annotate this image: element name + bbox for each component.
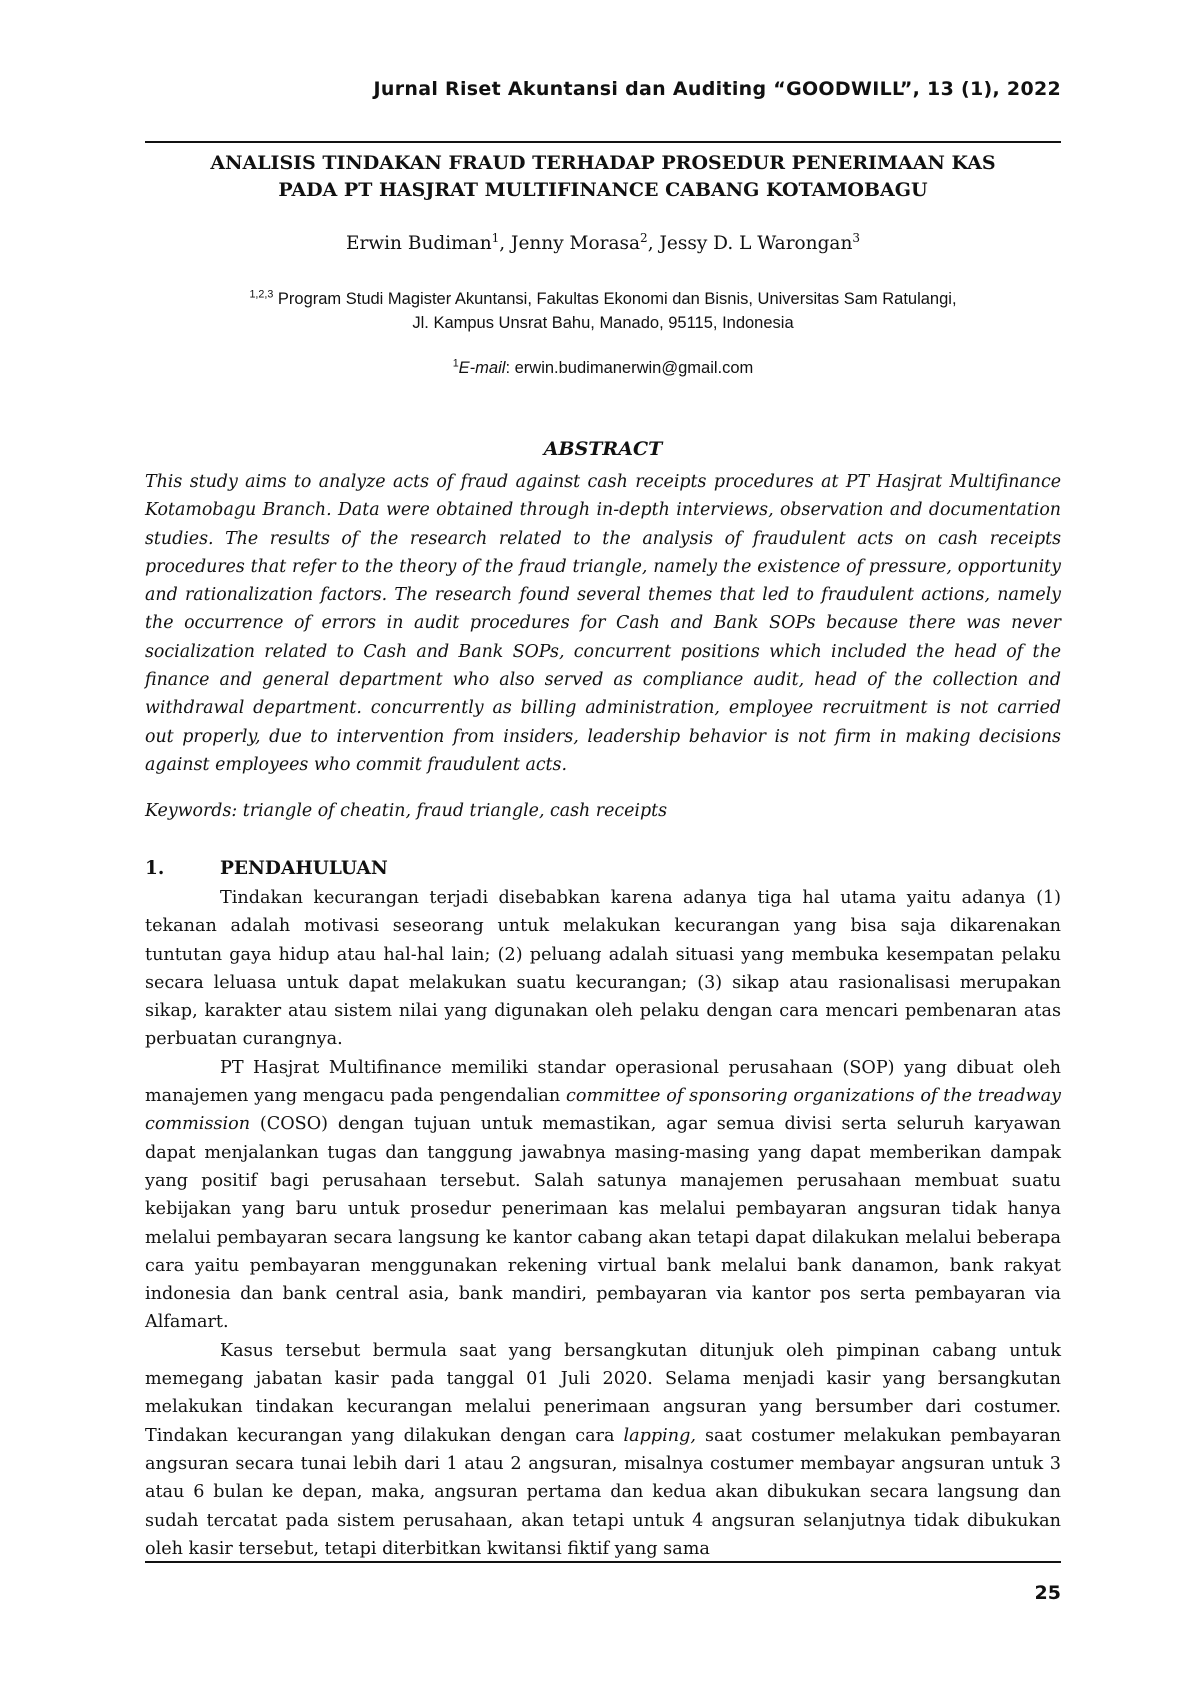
- section-body: [145, 884, 1061, 1563]
- paragraph-2-start: PT Hasjrat Multifinance memiliki standar operasional perusahaan (SOP) yang dibuat oleh manajemen yang mengacu pada pengendalian: [145, 1057, 1061, 1107]
- section-number: 1.: [145, 858, 165, 879]
- affiliation-sup: 1,2,3: [249, 288, 274, 301]
- author-1-name: Erwin Budiman: [345, 233, 492, 254]
- affiliation-line-2: Jl. Kampus Unsrat Bahu, Manado, 95115, Indonesia: [412, 314, 794, 332]
- author-2-name: Jenny Morasa: [511, 233, 641, 254]
- paragraph-2-italic: committee of sponsoring organizations of the treadway commission: [145, 1086, 1061, 1135]
- footer-divider: [145, 1561, 1061, 1563]
- paragraph-3-italic: lapping,: [623, 1425, 696, 1446]
- email-sup: 1: [452, 357, 459, 370]
- abstract-text: This study aims to analyze acts of fraud against cash receipts procedures at PT Hasjrat Multifinance Kotamobagu Branch. Data were obtained through in-depth interviews, observation and documentation studies. The results of the research related to the analysis of fraudulent acts on cash receipts procedures that refer to the theory of the fraud triangle, namely the existence of pressure, opportunity and rationalization factors. The research found several themes that led to fraudulent actions, namely the occurrence of errors in audit procedures for Cash and Bank SOPs because there was never socialization related to Cash and Bank SOPs, concurrent positions which included the head of the finance and general department who also served as compliance audit, head of the collection and withdrawal department. concurrently as billing administration, employee recruitment is not carried out properly, due to intervention from insiders, leadership behavior is not firm in making decisions against employees who commit fraudulent acts.: [145, 472, 1061, 775]
- paragraph-2-end: (COSO) dengan tujuan untuk memastikan, agar semua divisi serta seluruh karyawan dapat menjalankan tugas dan tanggung jawabnya masing-masing yang dapat memberikan dampak yang positif bagi perusahaan tersebut. Salah satunya manajemen perusahaan membuat suatu kebijakan yang baru untuk prosedur penerimaan kas melalui pembayaran angsuran tidak hanya melalui pembayaran secara langsung ke kantor cabang akan tetapi dapat dilakukan melalui beberapa cara yaitu pembayaran menggunakan rekening virtual bank melalui bank danamon, bank rakyat indonesia dan bank central asia, bank mandiri, pembayaran via kantor pos serta pembayaran via Alfamart.: [145, 1114, 1061, 1333]
- email-label: E-mail: [458, 359, 506, 377]
- author-3-name: Jessy D. L Warongan: [659, 233, 853, 254]
- author-3-sup: 3: [852, 230, 861, 245]
- author-list: Erwin Budiman$^1$, Jenny Morasa$^2$, Jessy D. L Warongan$^3$: [345, 230, 861, 254]
- author-2-sup: 2: [640, 230, 648, 245]
- email-address[interactable]: erwin.budimanerwin@gmail.com: [514, 359, 754, 377]
- keywords: Keywords: triangle of cheatin, fraud triangle, cash receipts: [145, 801, 667, 821]
- paragraph-3-start: Kasus tersebut bermula saat yang bersangkutan ditunjuk oleh pimpinan cabang untuk memegang jabatan kasir pada tanggal 01 Juli 2020. Selama menjadi kasir yang bersangkutan melakukan tindakan kecurangan melalui penerimaan angsuran yang bersumber dari costumer. Tindakan kecurangan yang dilakukan dengan cara: [145, 1340, 1061, 1446]
- title-line-2: PADA PT HASJRAT MULTIFINANCE CABANG KOTAMOBAGU: [278, 179, 928, 201]
- page-number: 25: [1034, 1582, 1061, 1604]
- affiliation-line-1: Program Studi Magister Akuntansi, Fakultas Ekonomi dan Bisnis, Universitas Sam Ratulangi,: [277, 290, 957, 308]
- journal-running-header: Jurnal Riset Akuntansi dan Auditing “GOODWILL”, 13 (1), 2022: [373, 78, 1061, 100]
- title-line-1: ANALISIS TINDAKAN FRAUD TERHADAP PROSEDUR PENERIMAAN KAS: [210, 152, 996, 174]
- contact-email: $^1$E-mail: erwin.budimanerwin@gmail.com: [452, 357, 754, 377]
- header-divider: [145, 141, 1061, 143]
- paragraph-2: [145, 1054, 1061, 1337]
- article-title: [145, 150, 1061, 204]
- paragraph-3-end: saat costumer melakukan pembayaran angsuran secara tunai lebih dari 1 atau 2 angsuran, misalnya costumer membayar angsuran untuk 3 atau 6 bulan ke depan, maka, angsuran pertama dan kedua akan dibukukan secara langsung dan sudah tercatat pada sistem perusahaan, akan tetapi untuk 4 angsuran selanjutnya tidak dibukukan oleh kasir tersebut, tetapi diterbitkan kwitansi fiktif yang sama: [145, 1425, 1061, 1559]
- affiliation: [145, 287, 1061, 335]
- paragraph-3: [145, 1337, 1061, 1563]
- abstract-heading: ABSTRACT: [543, 438, 663, 460]
- paragraph-1: Tindakan kecurangan terjadi disebabkan karena adanya tiga hal utama yaitu adanya (1) tekanan adalah motivasi seseorang untuk melakukan kecurangan yang bisa saja dikarenakan tuntutan gaya hidup atau hal-hal lain; (2) peluang adalah situasi yang membuka kesempatan pelaku secara leluasa untuk dapat melakukan suatu kecurangan; (3) sikap atau rasionalisasi merupakan sikap, karakter atau sistem nilai yang digunakan oleh pelaku dengan cara mencari pembenaran atas perbuatan curangnya.: [145, 888, 1061, 1050]
- author-1-sup: 1: [491, 230, 500, 245]
- section-title: PENDAHULUAN: [220, 858, 388, 879]
- section-heading: [145, 858, 1061, 879]
